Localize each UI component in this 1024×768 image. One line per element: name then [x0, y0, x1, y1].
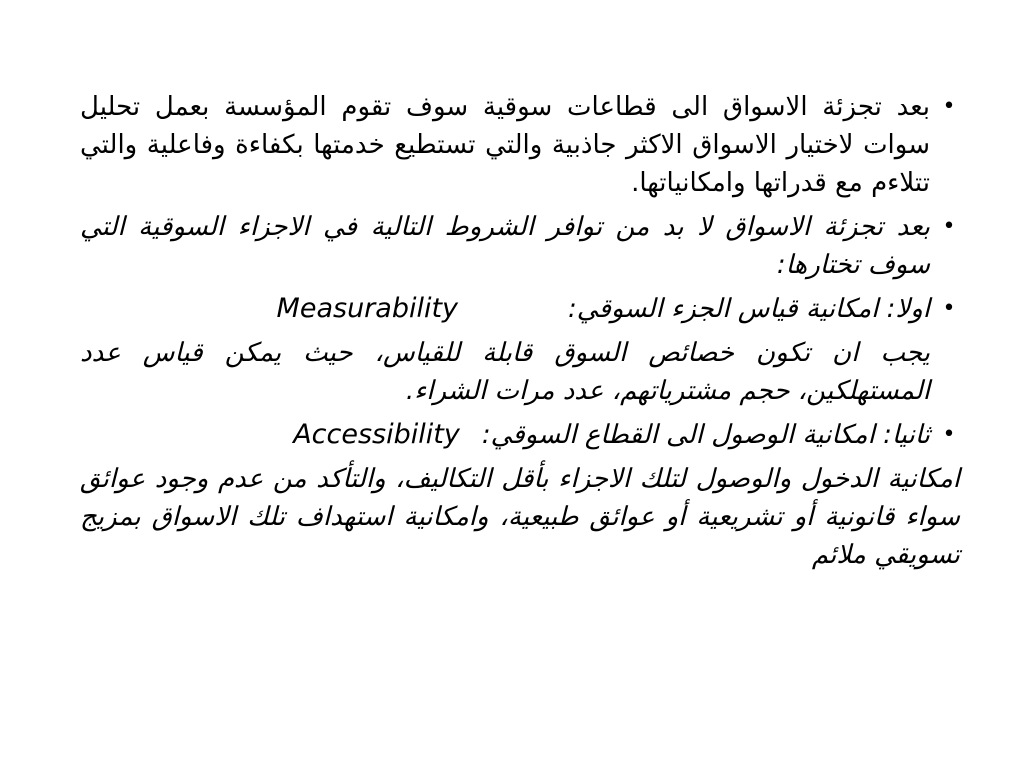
heading-1-line: [80, 290, 930, 328]
heading-2-english: Accessibility: [293, 419, 460, 450]
paragraph-4: [80, 460, 960, 574]
heading-1-arabic: اولا: امكانية قياس الجزء السوقي:: [568, 294, 930, 324]
bullet-paragraph-2: [80, 208, 960, 284]
heading-2-line: [80, 416, 930, 454]
bullet-heading-accessibility: [80, 416, 960, 454]
bullet-icon: •: [942, 214, 956, 239]
paragraph-1-text: بعد تجزئة الاسواق الى قطاعات سوقية سوف تقوم المؤسسة بعمل تحليل سوات لاختيار الاسواق الاكثر جاذبية والتي تستطيع خدمتها بكفاءة وفاعلية والتي تتلاءم مع قدراتها وامكانياتها.: [80, 92, 930, 198]
bullet-icon: •: [942, 422, 956, 447]
bullet-icon: •: [942, 296, 956, 321]
bullet-icon: •: [942, 94, 956, 119]
paragraph-3: [80, 334, 960, 410]
paragraph-2-text: بعد تجزئة الاسواق لا بد من توافر الشروط التالية في الاجزاء السوقية التي سوف تختارها:: [80, 212, 930, 280]
heading-2-arabic: ثانيا: امكانية الوصول الى القطاع السوقي:: [481, 420, 930, 450]
paragraph-4-text: امكانية الدخول والوصول لتلك الاجزاء بأقل التكاليف، والتأكد من عدم وجود عوائق سواء قانونية أو تشريعية أو عوائق طبيعية، وامكانية استهداف تلك الاسواق بمزيج تسويقي ملائم: [80, 464, 961, 570]
heading-1-english: Measurability: [276, 293, 459, 324]
paragraph-3-text: يجب ان تكون خصائص السوق قابلة للقياس، حيث يمكن قياس عدد المستهلكين، حجم مشترياتهم، عدد مرات الشراء.: [80, 338, 930, 406]
slide-content: [80, 88, 960, 580]
bullet-heading-measurability: [80, 290, 960, 328]
bullet-paragraph-1: [80, 88, 960, 202]
